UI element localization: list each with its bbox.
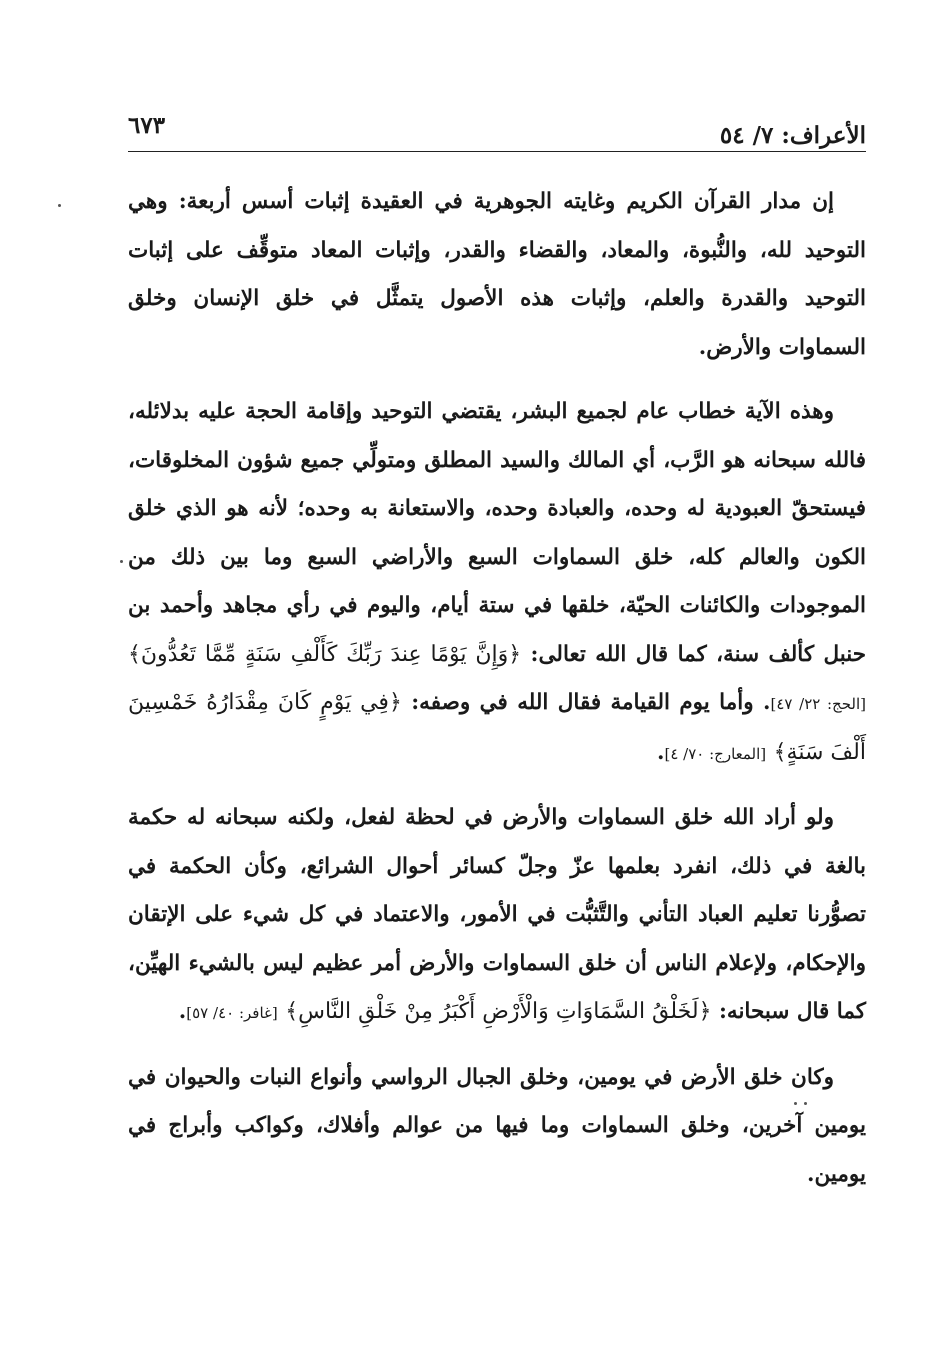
verse-reference-hajj: [الحج: ٢٢/ ٤٧] xyxy=(770,695,866,713)
header-rule xyxy=(128,151,866,152)
paragraph-2 xyxy=(128,388,866,778)
quran-verse-hajj: ﴿وَإِنَّ يَوْمًا عِندَ رَبِّكَ كَأَلْفِ سَنَةٍ مِّمَّا تَعُدُّونَ﴾ xyxy=(128,641,522,667)
paragraph-4 xyxy=(128,1054,866,1200)
scan-speck xyxy=(794,1102,797,1105)
scan-speck xyxy=(120,560,123,563)
quran-verse-ghafir: ﴿لَخَلْقُ السَّمَاوَاتِ وَالْأَرْضِ أَكْبَرُ مِنْ خَلْقِ النَّاسِ﴾ xyxy=(285,999,712,1024)
page-number: ٦٧٣ xyxy=(128,112,166,139)
paragraph-1-text: إن مدار القرآن الكريم وغايته الجوهرية في العقيدة إثبات أسس أربعة: وهي التوحيد لله، والنُّبوة، والمعاد، والقضاء والقدر، وإثبات المعاد متوقِّف على إثبات التوحيد والقدرة والعلم، وإثبات هذه الأصول يتمثَّل في خلق الإنسان وخلق السماوات والأرض. xyxy=(128,189,866,360)
paragraph-3-text-1: ولو أراد الله خلق السماوات والأرض في لحظة لفعل، ولكنه سبحانه له حكمة بالغة في ذلك، انفرد بعلمها عزّ وجلّ كسائر أحوال الشرائع، وكأن الحكمة في تصوُّرنا تعليم العباد التأني والتَّثبُّت في الأمور، والاعتماد في كل شيء على الإتقان والإحكام، ولإعلام الناس أن خلق السماوات والأرض أمر عظيم ليس بالشيء الهيِّن، كما قال سبحانه: xyxy=(128,805,866,1024)
quran-verse-maarij: ﴿فِي يَوْمٍ كَانَ مِقْدَارُهُ خَمْسِينَ أَلْفَ سَنَةٍ﴾ xyxy=(128,690,866,765)
scan-speck xyxy=(58,204,61,207)
paragraph-1 xyxy=(128,178,866,372)
paragraph-2-text-1: وهذه الآية خطاب عام لجميع البشر، يقتضي التوحيد وإقامة الحجة عليه بدلائله، فالله سبحانه هو الرَّب، أي المالك والسيد المطلق ومتولِّي جميع شؤون المخلوقات، فيستحقّ العبودية له وحده، والعبادة وحده، والاستعانة به وحده؛ لأنه هو الذي خلق الكون والعالم كله، خلق السماوات السبع والأراضي السبع وما بين ذلك من الموجودات والكائنات الحيّة، خلقها في ستة أيام، واليوم في رأي مجاهد وأحمد بن حنبل كألف سنة، كما قال الله تعالى: xyxy=(128,399,866,667)
paragraph-4-text: وكان خلق الأرض في يومين، وخلق الجبال الرواسي وأنواع النبات والحيوان في يومين آخرين، وخلق السماوات وما فيها من عوالم وأفلاك، وكواكب وأبراج في يومين. xyxy=(128,1064,866,1187)
verse-reference-ghafir: [غافر: ٤٠/ ٥٧] xyxy=(186,1004,278,1022)
body-text xyxy=(128,178,866,1199)
paragraph-3 xyxy=(128,794,866,1038)
scan-speck xyxy=(804,1102,807,1105)
running-head: الأعراف: ٧/ ٥٤ xyxy=(719,122,866,149)
paragraph-2-text-3: . xyxy=(656,739,665,765)
paragraph-3-text-2: . xyxy=(178,999,187,1024)
page-header xyxy=(128,112,866,152)
verse-reference-maarij: [المعارج: ٧٠/ ٤] xyxy=(664,744,767,763)
paragraph-2-text-2: . وأما يوم القيامة فقال الله في وصفه: xyxy=(411,690,771,715)
